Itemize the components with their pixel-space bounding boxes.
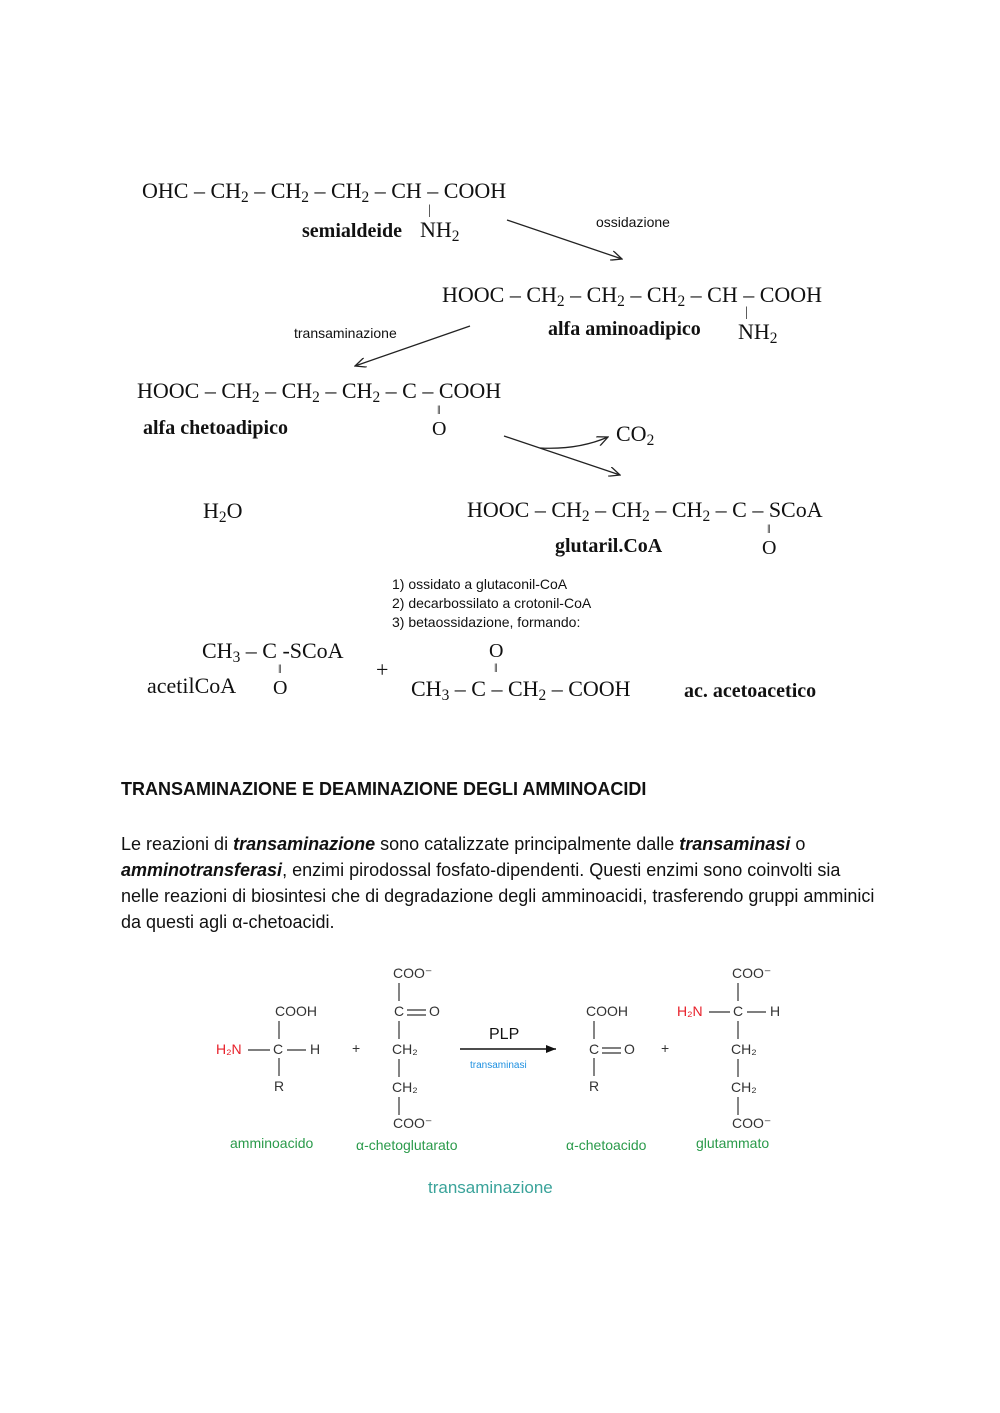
chetoadipico-formula: HOOC – $CH_2 - CH_2 - CH_2$ – C – COOH bbox=[137, 378, 502, 406]
atom-label: CH₂ bbox=[731, 1041, 757, 1057]
glutarilcoa-formula: HOOC – $CH_2 - CH_2 - CH_2$ – C – SCoA bbox=[467, 497, 823, 525]
aminoadipico-name: alfa aminoadipico bbox=[548, 318, 701, 340]
name-glutammato: glutammato bbox=[696, 1135, 770, 1151]
name-amminoacido: amminoacido bbox=[230, 1135, 314, 1151]
term-transaminasi: transaminasi bbox=[679, 834, 791, 854]
acetilcoa-name: acetilCoA bbox=[147, 673, 237, 698]
figure-caption: transaminazione bbox=[428, 1178, 553, 1197]
atom-label: C bbox=[589, 1041, 600, 1057]
atom-label: COOH bbox=[586, 1003, 628, 1019]
atom-label: CH₂ bbox=[392, 1079, 418, 1095]
formula-chain: OHC – $CH_2 - CH_2 - CH_2$ – CH – COOH bbox=[142, 178, 507, 206]
arrow-transaminazione bbox=[355, 326, 470, 366]
plus-sign: + bbox=[376, 657, 389, 682]
bond-line: | bbox=[428, 203, 431, 218]
molecule-chetoglutarato bbox=[392, 965, 440, 1131]
acetilcoa-substituent: O bbox=[273, 677, 288, 699]
arrow-co2-release bbox=[540, 437, 608, 448]
atom-label: O bbox=[624, 1041, 635, 1057]
atom-label: C bbox=[733, 1003, 744, 1019]
term-amminotransferasi: amminotransferasi bbox=[121, 860, 283, 880]
ossidazione-label: ossidazione bbox=[596, 214, 670, 230]
arrow-ossidazione bbox=[507, 220, 622, 259]
semialdeide-name: semialdeide bbox=[302, 220, 402, 242]
atom-label: COO⁻ bbox=[732, 965, 772, 981]
atom-label: O bbox=[429, 1003, 440, 1019]
step-item: 3) betaossidazione, formando: bbox=[392, 614, 581, 630]
amine-label: H₂N bbox=[216, 1041, 242, 1057]
atom-label: C bbox=[394, 1003, 405, 1019]
bond-line: | bbox=[745, 305, 748, 320]
glutarilcoa-name-text: glutaril.CoA bbox=[555, 535, 663, 557]
atom-label: R bbox=[274, 1078, 285, 1094]
atom-label: C bbox=[273, 1041, 284, 1057]
glutarilcoa-substituent: O bbox=[762, 537, 777, 559]
atom-label: COO⁻ bbox=[393, 1115, 433, 1131]
double-bond: ‖ bbox=[278, 661, 282, 676]
double-bond: ‖ bbox=[494, 660, 498, 675]
section-heading: TRANSAMINAZIONE E DEAMINAZIONE DEGLI AMMINOACIDI bbox=[121, 779, 647, 799]
transamination-figure bbox=[200, 955, 800, 1205]
water: $H_2O$ bbox=[203, 498, 243, 526]
plus-sign: + bbox=[352, 1040, 361, 1056]
aminoadipico-substituent: $NH_2$ bbox=[738, 319, 778, 347]
acetilcoa-formula: $CH_3$ – C -SCoA bbox=[202, 638, 344, 666]
name-chetoglutarato: α-chetoglutarato bbox=[356, 1137, 458, 1153]
step-item: 2) decarbossilato a crotonil-CoA bbox=[392, 595, 592, 611]
chetoadipico-name: alfa chetoadipico bbox=[143, 417, 288, 439]
acetoacetico-formula: $CH_3$ – C – $CH_2$ – COOH bbox=[411, 676, 631, 704]
atom-label: COO⁻ bbox=[732, 1115, 772, 1131]
aminoadipico-formula: HOOC – $CH_2 - CH_2 - CH_2$ – CH – COOH bbox=[442, 282, 823, 310]
acetoacetico-substituent: O bbox=[489, 640, 504, 662]
plp-label: PLP bbox=[489, 1026, 520, 1043]
arrow-decarbossilazione bbox=[504, 436, 620, 475]
term-transaminazione: transaminazione bbox=[233, 834, 376, 854]
atom-label: CH₂ bbox=[731, 1079, 757, 1095]
chetoadipico-substituent: O bbox=[432, 418, 447, 440]
atom-label: H bbox=[770, 1003, 781, 1019]
acetoacetico-name: ac. acetoacetico bbox=[684, 680, 817, 702]
section-paragraph bbox=[121, 831, 881, 935]
atom-label: COOH bbox=[275, 1003, 317, 1019]
semialdeide-substituent: $NH_2$ bbox=[420, 217, 460, 245]
molecule-amminoacido bbox=[216, 1003, 320, 1094]
double-bond: ‖ bbox=[437, 402, 441, 417]
atom-label: COO⁻ bbox=[393, 965, 433, 981]
double-bond: ‖ bbox=[767, 521, 771, 536]
amine-label: H₂N bbox=[677, 1003, 703, 1019]
step-item: 1) ossidato a glutaconil-CoA bbox=[392, 576, 568, 592]
molecule-chetoacido bbox=[586, 1003, 635, 1094]
enzyme-label: transaminasi bbox=[470, 1060, 527, 1071]
plus-sign: + bbox=[661, 1040, 670, 1056]
atom-label: R bbox=[589, 1078, 600, 1094]
name-chetoacido: α-chetoacido bbox=[566, 1137, 647, 1153]
atom-label: CH₂ bbox=[392, 1041, 418, 1057]
paragraph-text: Le reazioni di bbox=[121, 834, 234, 854]
co2-product: $CO_2$ bbox=[616, 421, 655, 449]
paragraph-text: , enzimi pirodossal fosfato-dipendenti. Questi enzimi sono coinvolti sia nelle reazioni di biosintesi che di degradazione degli amminoacidi, trasferendo gruppi amminici da questi agli α-chetoacidi. bbox=[121, 860, 875, 932]
atom-label: H bbox=[310, 1041, 321, 1057]
transaminazione-label: transaminazione bbox=[294, 325, 397, 341]
paragraph-text: sono catalizzate principalmente dalle bbox=[375, 834, 680, 854]
paragraph-text: o bbox=[790, 834, 806, 854]
molecule-glutammato bbox=[677, 965, 780, 1131]
